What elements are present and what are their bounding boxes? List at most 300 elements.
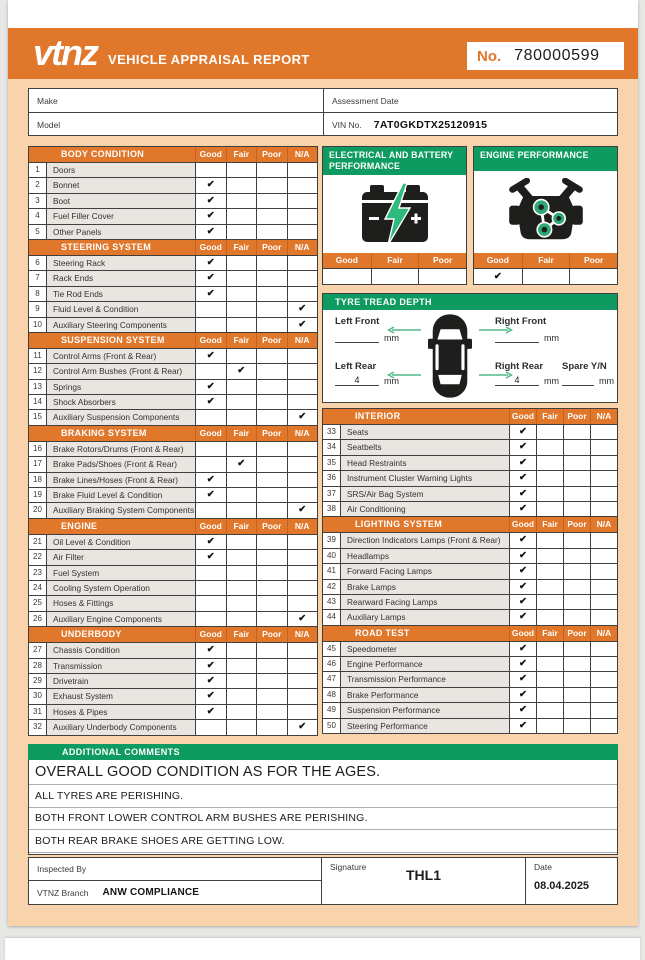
section-table — [322, 516, 618, 625]
vin-field — [323, 112, 617, 135]
item-label: Auxiliary Underbody Components — [46, 720, 195, 734]
section-header — [29, 240, 317, 255]
item-label: Boot — [46, 194, 195, 208]
report-banner — [8, 28, 638, 79]
rating-cell — [287, 442, 318, 456]
rating-cell — [590, 595, 617, 609]
engine-icon — [506, 178, 586, 246]
rating-cell — [536, 549, 563, 563]
item-label: Speedometer — [340, 642, 509, 656]
rating-cell — [226, 689, 257, 703]
assessment-date-field — [323, 89, 617, 112]
rating-cell — [563, 549, 590, 563]
rating-cell — [590, 703, 617, 717]
item-label: Brake Pads/Shoes (Front & Rear) — [46, 457, 195, 471]
section-title: LIGHTING SYSTEM — [355, 519, 443, 530]
rating-cell — [226, 349, 257, 363]
comment-line: OVERALL GOOD CONDITION AS FOR THE AGES. — [29, 760, 617, 785]
check-mark-cell: ✔ — [195, 380, 226, 394]
item-number: 5 — [29, 225, 46, 239]
rating-cell — [287, 566, 318, 580]
check-mark-cell: ✔ — [287, 612, 318, 626]
rating-column-header: N/A — [287, 627, 318, 642]
rating-cell — [287, 535, 318, 549]
rating-cell — [195, 163, 226, 177]
item-number: 38 — [323, 502, 340, 516]
check-mark-cell: ✔ — [287, 503, 318, 517]
item-label: Brake Fluid Level & Condition — [46, 488, 195, 502]
performance-box-title: ELECTRICAL AND BATTERY PERFORMANCE — [323, 147, 466, 175]
rating-column-header: Good — [486, 255, 509, 265]
item-number: 24 — [29, 581, 46, 595]
tyre-right-front-label: Right Front — [495, 316, 547, 327]
item-number: 45 — [323, 642, 340, 656]
rating-cell — [590, 533, 617, 547]
rating-cell — [536, 456, 563, 470]
rating-cell — [226, 596, 257, 610]
rating-column-header: Poor — [256, 240, 287, 255]
item-label: Control Arm Bushes (Front & Rear) — [46, 364, 195, 378]
rating-cell — [536, 672, 563, 686]
performance-box — [322, 146, 467, 285]
performance-box-icon — [474, 171, 617, 253]
rating-cell — [590, 610, 617, 624]
rating-cell — [563, 580, 590, 594]
vin-label: VIN No. — [332, 120, 362, 130]
tyre-right-rear-entry — [495, 375, 559, 386]
rating-cell — [569, 269, 617, 284]
item-number: 49 — [323, 703, 340, 717]
item-number: 15 — [29, 410, 46, 424]
item-number: 11 — [29, 349, 46, 363]
check-mark-cell: ✔ — [195, 287, 226, 301]
branch-value: ANW COMPLIANCE — [102, 887, 200, 898]
rating-column-header: Poor — [563, 626, 590, 641]
rating-column-header: Good — [195, 627, 226, 642]
tyre-spare-entry — [562, 375, 614, 386]
rating-cell — [226, 380, 257, 394]
right-checklist-tables — [322, 408, 618, 734]
rating-cell — [536, 703, 563, 717]
rating-cell — [256, 395, 287, 409]
tyre-spare-label: Spare Y/N — [562, 361, 607, 372]
table-row — [323, 501, 617, 516]
item-number: 23 — [29, 566, 46, 580]
rating-cell — [226, 256, 257, 270]
check-mark-cell: ✔ — [287, 720, 318, 734]
rating-cell — [256, 302, 287, 316]
section-title: UNDERBODY — [61, 629, 122, 640]
item-number: 6 — [29, 256, 46, 270]
check-mark-cell: ✔ — [195, 256, 226, 270]
check-mark-cell: ✔ — [287, 410, 318, 424]
performance-rating-header — [323, 253, 466, 268]
item-number: 43 — [323, 595, 340, 609]
check-mark-cell: ✔ — [195, 643, 226, 657]
rating-cell — [536, 425, 563, 439]
rating-column-header: Good — [195, 519, 226, 534]
inspected-by-row — [29, 858, 321, 881]
item-number: 40 — [323, 549, 340, 563]
rating-cell — [590, 657, 617, 671]
item-label: Forward Facing Lamps — [340, 564, 509, 578]
item-number: 29 — [29, 674, 46, 688]
item-label: Drivetrain — [46, 674, 195, 688]
rating-cell — [226, 302, 257, 316]
table-row — [29, 487, 317, 502]
item-label: Doors — [46, 163, 195, 177]
section-title: BODY CONDITION — [61, 149, 145, 159]
date-label: Date — [534, 862, 552, 872]
rating-column-header: Good — [195, 333, 226, 348]
rating-cell — [287, 488, 318, 502]
section-header — [323, 409, 617, 424]
section-title: SUSPENSION SYSTEM — [61, 334, 165, 345]
table-row — [29, 348, 317, 363]
next-page-edge — [5, 938, 640, 960]
branch-label: VTNZ Branch — [37, 887, 89, 898]
rating-cell — [226, 194, 257, 208]
rating-cell — [226, 659, 257, 673]
inspector-cell — [29, 858, 321, 904]
rating-column-header: N/A — [287, 426, 318, 441]
item-label: Fuel System — [46, 566, 195, 580]
rating-cell — [536, 564, 563, 578]
item-number: 8 — [29, 287, 46, 301]
rating-cell — [195, 302, 226, 316]
tyre-unit: mm — [599, 376, 614, 386]
rating-cell — [195, 612, 226, 626]
table-row — [29, 409, 317, 424]
check-mark-cell: ✔ — [509, 580, 536, 594]
section-title: INTERIOR — [355, 411, 401, 421]
rating-cell — [195, 410, 226, 424]
item-number: 17 — [29, 457, 46, 471]
rating-cell — [371, 269, 419, 284]
tyre-left-rear-value: 4 — [335, 375, 379, 386]
item-label: Chassis Condition — [46, 643, 195, 657]
table-row — [29, 688, 317, 703]
rating-cell — [563, 672, 590, 686]
table-row — [29, 549, 317, 564]
rating-cell — [563, 533, 590, 547]
rating-column-header: Fair — [226, 240, 257, 255]
item-number: 1 — [29, 163, 46, 177]
rating-cell — [256, 209, 287, 223]
performance-rating-row — [323, 268, 466, 284]
item-number: 26 — [29, 612, 46, 626]
tyre-unit: mm — [384, 333, 399, 343]
performance-rating-row — [474, 268, 617, 284]
table-row — [323, 656, 617, 671]
item-label: Air Filter — [46, 550, 195, 564]
rating-column-header: Poor — [256, 147, 287, 162]
table-row — [323, 455, 617, 470]
make-label: Make — [37, 96, 58, 106]
rating-cell — [287, 689, 318, 703]
rating-cell — [590, 487, 617, 501]
rating-cell — [590, 719, 617, 733]
table-row — [29, 611, 317, 626]
model-field — [29, 112, 323, 135]
item-label: Brake Lines/Hoses (Front & Rear) — [46, 473, 195, 487]
table-row — [323, 702, 617, 717]
rating-cell — [256, 705, 287, 719]
section-table — [28, 425, 318, 519]
check-mark-cell: ✔ — [195, 395, 226, 409]
rating-cell — [256, 596, 287, 610]
performance-boxes — [322, 146, 618, 285]
tyre-left-rear-entry — [335, 375, 399, 386]
rating-column-header: Good — [195, 147, 226, 162]
rating-cell — [590, 580, 617, 594]
rating-cell — [256, 163, 287, 177]
rating-cell — [536, 719, 563, 733]
check-mark-cell: ✔ — [195, 689, 226, 703]
item-number: 16 — [29, 442, 46, 456]
rating-cell — [287, 473, 318, 487]
table-row — [29, 224, 317, 239]
table-row — [323, 594, 617, 609]
rating-cell — [195, 581, 226, 595]
table-row — [29, 704, 317, 719]
section-title: ENGINE — [61, 520, 98, 531]
rating-cell — [226, 163, 257, 177]
rating-cell — [287, 163, 318, 177]
check-mark-cell: ✔ — [195, 209, 226, 223]
rating-cell — [256, 674, 287, 688]
rating-column-header: Fair — [522, 253, 570, 268]
section-table — [28, 332, 318, 426]
rating-cell — [563, 719, 590, 733]
rating-cell — [256, 318, 287, 332]
item-number: 9 — [29, 302, 46, 316]
item-number: 33 — [323, 425, 340, 439]
table-row — [323, 439, 617, 454]
rating-cell — [287, 550, 318, 564]
rating-cell — [590, 425, 617, 439]
item-label: Oil Level & Condition — [46, 535, 195, 549]
signature-value: THL1 — [406, 867, 441, 883]
check-mark-cell: ✔ — [493, 271, 502, 282]
check-mark-cell: ✔ — [509, 719, 536, 733]
rating-cell — [256, 659, 287, 673]
report-number-value: 780000599 — [514, 47, 600, 64]
table-row — [29, 719, 317, 734]
item-label: Auxiliary Steering Components — [46, 318, 195, 332]
rating-cell — [195, 596, 226, 610]
rating-cell — [563, 642, 590, 656]
rating-column-header: Good — [335, 255, 358, 265]
item-number: 27 — [29, 643, 46, 657]
item-label: Auxiliary Suspension Components — [46, 410, 195, 424]
table-row — [323, 579, 617, 594]
additional-comments-section — [28, 744, 618, 855]
rating-column-header: N/A — [287, 147, 318, 162]
rating-cell — [536, 610, 563, 624]
table-row — [29, 317, 317, 332]
rating-cell — [590, 688, 617, 702]
rating-column-header: N/A — [287, 519, 318, 534]
rating-cell — [226, 318, 257, 332]
rating-column-header: Fair — [371, 253, 419, 268]
section-table — [28, 518, 318, 627]
rating-cell — [563, 456, 590, 470]
check-mark-cell: ✔ — [509, 610, 536, 624]
item-label: Engine Performance — [340, 657, 509, 671]
rating-cell — [256, 442, 287, 456]
check-mark-cell: ✔ — [195, 271, 226, 285]
report-number-label: No. — [477, 47, 502, 65]
table-row — [323, 671, 617, 686]
item-number: 12 — [29, 364, 46, 378]
check-mark-cell: ✔ — [509, 672, 536, 686]
item-number: 34 — [323, 440, 340, 454]
table-row — [29, 658, 317, 673]
rating-cell — [563, 657, 590, 671]
item-number: 36 — [323, 471, 340, 485]
rating-cell — [287, 349, 318, 363]
item-label: Tie Rod Ends — [46, 287, 195, 301]
check-mark-cell: ✔ — [195, 674, 226, 688]
rating-cell — [226, 271, 257, 285]
section-header — [29, 333, 317, 348]
rating-column-header: Good — [195, 426, 226, 441]
table-row — [29, 472, 317, 487]
item-number: 31 — [29, 705, 46, 719]
item-label: Hoses & Fittings — [46, 596, 195, 610]
rating-cell — [590, 549, 617, 563]
rating-cell — [287, 364, 318, 378]
rating-cell — [195, 720, 226, 734]
item-number: 35 — [323, 456, 340, 470]
rating-cell — [226, 566, 257, 580]
performance-rating-header — [474, 253, 617, 268]
section-header — [29, 147, 317, 162]
rating-cell — [563, 425, 590, 439]
rating-cell — [256, 380, 287, 394]
rating-cell — [256, 194, 287, 208]
check-mark-cell: ✔ — [509, 657, 536, 671]
item-label: Steering Performance — [340, 719, 509, 733]
rating-cell — [195, 503, 226, 517]
rating-column-header: Fair — [226, 333, 257, 348]
rating-cell — [287, 271, 318, 285]
rating-cell — [287, 674, 318, 688]
check-mark-cell: ✔ — [509, 502, 536, 516]
item-label: Headlamps — [340, 549, 509, 563]
rating-cell — [287, 643, 318, 657]
item-label: Fuel Filler Cover — [46, 209, 195, 223]
rating-column-header: Fair — [536, 626, 563, 641]
item-number: 2 — [29, 178, 46, 192]
tyre-spare-value — [562, 375, 594, 386]
item-label: Exhaust System — [46, 689, 195, 703]
rating-cell — [256, 225, 287, 239]
car-top-view — [428, 312, 472, 405]
performance-box-title: ENGINE PERFORMANCE — [474, 147, 617, 171]
check-mark-cell: ✔ — [509, 471, 536, 485]
item-label: Head Restraints — [340, 456, 509, 470]
rating-cell — [226, 581, 257, 595]
rating-cell — [256, 349, 287, 363]
item-number: 39 — [323, 533, 340, 547]
check-mark-cell: ✔ — [509, 425, 536, 439]
report-number-box — [467, 42, 624, 70]
branch-row — [29, 881, 321, 904]
rating-cell — [563, 610, 590, 624]
rating-cell — [256, 457, 287, 471]
item-label: Instrument Cluster Warning Lights — [340, 471, 509, 485]
rating-cell — [287, 256, 318, 270]
rating-column-header: Poor — [256, 519, 287, 534]
rating-cell — [256, 364, 287, 378]
rating-cell — [287, 457, 318, 471]
item-label: Springs — [46, 380, 195, 394]
rating-column-header: Poor — [256, 333, 287, 348]
check-mark-cell: ✔ — [195, 178, 226, 192]
rating-cell — [287, 287, 318, 301]
check-mark-cell: ✔ — [195, 705, 226, 719]
item-number: 7 — [29, 271, 46, 285]
make-field — [29, 89, 323, 112]
item-number: 30 — [29, 689, 46, 703]
table-row — [29, 301, 317, 316]
rating-cell — [256, 550, 287, 564]
table-row — [323, 563, 617, 578]
section-table — [28, 146, 318, 240]
table-row — [29, 565, 317, 580]
check-mark-cell: ✔ — [509, 533, 536, 547]
table-row — [29, 363, 317, 378]
check-mark-cell: ✔ — [287, 318, 318, 332]
rating-column-header: Fair — [226, 426, 257, 441]
section-header — [29, 627, 317, 642]
table-row — [29, 456, 317, 471]
rating-column-header: N/A — [590, 517, 617, 532]
item-label: Auxiliary Braking System Components — [46, 503, 195, 517]
item-label: Suspension Performance — [340, 703, 509, 717]
item-number: 18 — [29, 473, 46, 487]
rating-cell — [287, 705, 318, 719]
check-mark-cell: ✔ — [195, 194, 226, 208]
vtnz-logo: vtnz — [33, 32, 97, 73]
rating-column-header: N/A — [287, 240, 318, 255]
item-label: Direction Indicators Lamps (Front & Rear) — [340, 533, 509, 547]
section-table — [28, 239, 318, 333]
check-mark-cell: ✔ — [509, 487, 536, 501]
rating-cell — [563, 564, 590, 578]
table-row — [323, 470, 617, 485]
rating-column-header: Good — [509, 517, 536, 532]
check-mark-cell: ✔ — [509, 595, 536, 609]
table-row — [29, 177, 317, 192]
rating-cell — [563, 595, 590, 609]
item-number: 10 — [29, 318, 46, 332]
report-sheet — [8, 0, 638, 926]
section-header — [29, 519, 317, 534]
tyre-left-front-value — [335, 332, 379, 343]
checklist-columns — [28, 146, 618, 741]
rating-cell — [256, 287, 287, 301]
rating-cell — [256, 503, 287, 517]
item-number: 28 — [29, 659, 46, 673]
table-row — [323, 641, 617, 656]
item-label: Steering Rack — [46, 256, 195, 270]
item-number: 3 — [29, 194, 46, 208]
rating-cell — [536, 502, 563, 516]
rating-cell — [536, 487, 563, 501]
